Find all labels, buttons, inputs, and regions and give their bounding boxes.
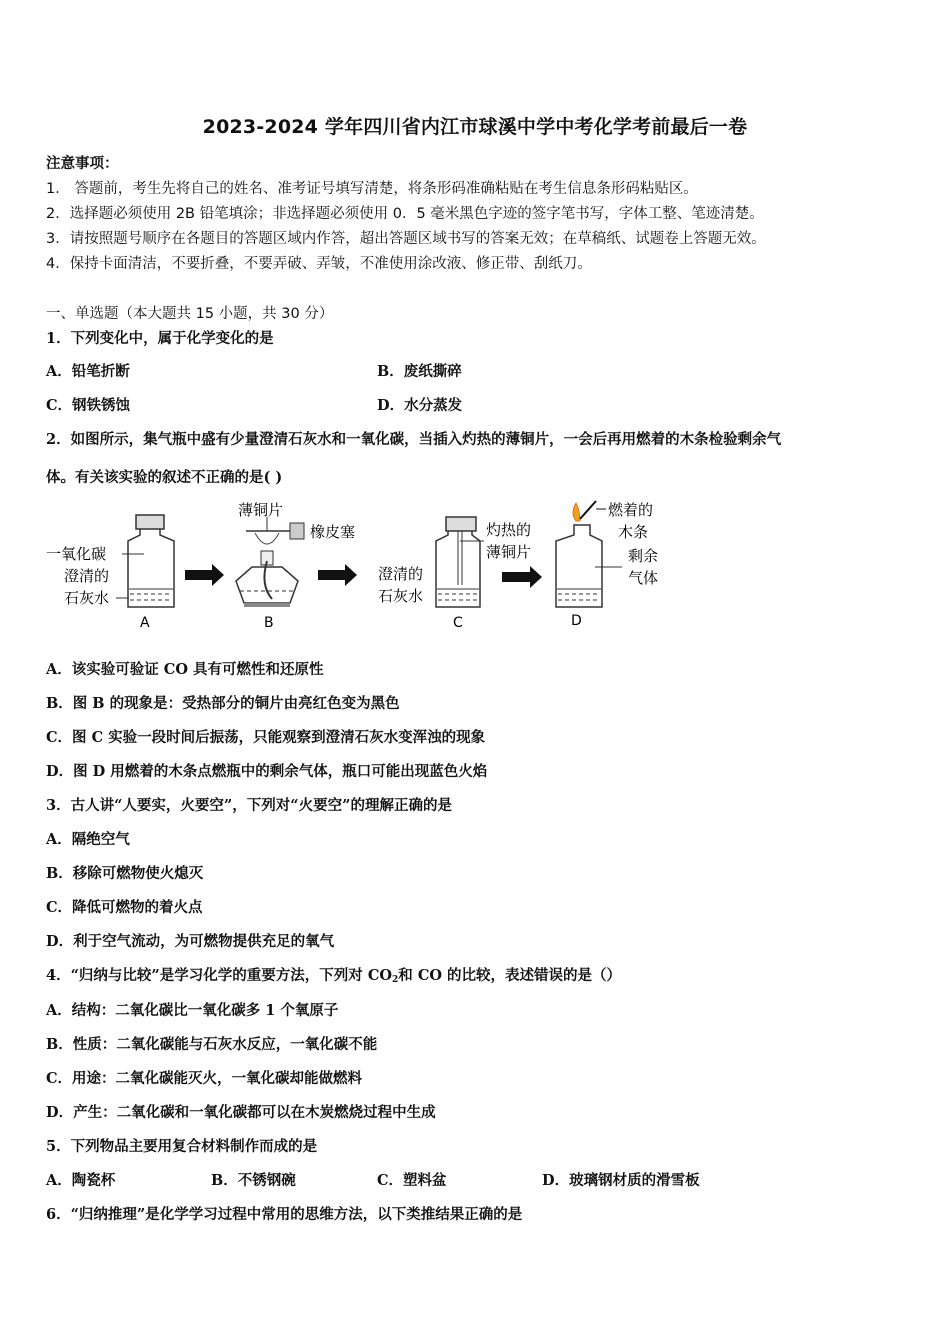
svg-text:薄铜片: 薄铜片 bbox=[238, 501, 284, 519]
option-b: B．图 B 的现象是：受热部分的铜片由亮红色变为黑色 bbox=[46, 695, 400, 712]
notice-item: 3．请按照题号顺序在各题目的答题区域内作答，超出答题区域书写的答案无效；在草稿纸、试题卷上答题无效。 bbox=[46, 231, 766, 247]
option-a: A．陶瓷杯 bbox=[46, 1172, 116, 1189]
notice-item: 4．保持卡面清洁，不要折叠，不要弄破、弄皱，不准使用涂改液、修正带、刮纸刀。 bbox=[46, 256, 592, 272]
bottle-c-icon bbox=[436, 517, 484, 607]
flame-icon bbox=[573, 501, 606, 521]
svg-text:薄铜片: 薄铜片 bbox=[486, 543, 532, 561]
svg-text:澄清的: 澄清的 bbox=[64, 567, 110, 585]
notice-item: 1． 答题前，考生先将自己的姓名、准考证号填写清楚，将条形码准确粘贴在考生信息条形码粘贴区。 bbox=[46, 181, 698, 197]
option-d: D．水分蒸发 bbox=[377, 397, 463, 414]
option-b: B．不锈钢碗 bbox=[211, 1172, 296, 1189]
option-c: C．钢铁锈蚀 bbox=[46, 397, 131, 414]
experiment-figure bbox=[40, 495, 680, 635]
option-d: D．玻璃钢材质的滑雪板 bbox=[542, 1172, 700, 1189]
question-stem-line-2: 体。有关该实验的叙述不正确的是( ) bbox=[46, 469, 283, 486]
svg-text:石灰水: 石灰水 bbox=[378, 587, 424, 605]
svg-text:B: B bbox=[264, 615, 274, 631]
question-stem: 3．古人讲“人要实，火要空”，下列对“火要空”的理解正确的是 bbox=[46, 797, 452, 814]
option-a: A．结构：二氧化碳比一氧化碳多 1 个氧原子 bbox=[46, 1002, 339, 1019]
question-stem-line-1: 2．如图所示，集气瓶中盛有少量澄清石灰水和一氧化碳，当插入灼热的薄铜片，一会后再用燃着的木条检验剩余气 bbox=[46, 431, 782, 448]
svg-text:C: C bbox=[453, 615, 463, 631]
option-c: C．降低可燃物的着火点 bbox=[46, 899, 203, 916]
option-b: B．废纸撕碎 bbox=[377, 363, 462, 380]
option-a: A．铅笔折断 bbox=[46, 363, 130, 380]
question-stem: 6．“归纳推理”是化学学习过程中常用的思维方法，以下类推结果正确的是 bbox=[46, 1206, 523, 1223]
option-c: C．图 C 实验一段时间后振荡，只能观察到澄清石灰水变浑浊的现象 bbox=[46, 729, 486, 746]
svg-text:气体: 气体 bbox=[628, 569, 659, 587]
option-b: B．移除可燃物使火熄灭 bbox=[46, 865, 204, 882]
option-b: B．性质：二氧化碳能与石灰水反应，一氧化碳不能 bbox=[46, 1036, 378, 1053]
option-d: D．产生：二氧化碳和一氧化碳都可以在木炭燃烧过程中生成 bbox=[46, 1104, 436, 1121]
svg-text:石灰水: 石灰水 bbox=[64, 589, 110, 607]
svg-text:橡皮塞: 橡皮塞 bbox=[310, 523, 356, 541]
question-stem: 5．下列物品主要用复合材料制作而成的是 bbox=[46, 1138, 318, 1155]
svg-text:灼热的: 灼热的 bbox=[486, 521, 532, 539]
question-stem: 4．“归纳与比较”是学习化学的重要方法，下列对 $CO_2$和 CO 的比较，表述错误的是（） bbox=[46, 967, 622, 985]
option-d: D．利于空气流动，为可燃物提供充足的氧气 bbox=[46, 933, 335, 950]
arrow-icon bbox=[318, 564, 357, 586]
label-co: 一氧化碳 bbox=[46, 545, 107, 563]
notice-item: 2．选择题必须使用 2B 铅笔填涂；非选择题必须使用 0．5 毫米黑色字迹的签字笔书写，字体工整、笔迹清楚。 bbox=[46, 206, 764, 222]
svg-text:澄清的: 澄清的 bbox=[378, 565, 424, 583]
exam-title: 2023-2024 学年四川省内江市球溪中学中考化学考前最后一卷 bbox=[202, 116, 748, 138]
bottle-a-icon bbox=[116, 515, 174, 607]
option-a: A．该实验可验证 CO 具有可燃性和还原性 bbox=[46, 661, 324, 678]
arrow-icon bbox=[185, 564, 224, 586]
option-c: C．用途：二氧化碳能灭火，一氧化碳却能做燃料 bbox=[46, 1070, 363, 1087]
svg-text:剩余: 剩余 bbox=[628, 547, 659, 565]
alcohol-lamp-icon bbox=[236, 517, 304, 607]
bottle-d-icon bbox=[556, 525, 622, 607]
arrow-icon bbox=[502, 566, 542, 588]
option-d: D．图 D 用燃着的木条点燃瓶中的剩余气体，瓶口可能出现蓝色火焰 bbox=[46, 763, 488, 780]
option-c: C．塑料盆 bbox=[377, 1172, 447, 1189]
svg-text:木条: 木条 bbox=[618, 523, 649, 541]
section-heading: 一、单选题（本大题共 15 小题，共 30 分） bbox=[46, 306, 334, 322]
svg-text:燃着的: 燃着的 bbox=[608, 501, 654, 519]
question-stem: 1．下列变化中，属于化学变化的是 bbox=[46, 330, 274, 347]
svg-text:A: A bbox=[140, 615, 150, 631]
svg-text:D: D bbox=[571, 613, 582, 629]
notice-heading: 注意事项： bbox=[46, 156, 119, 172]
option-a: A．隔绝空气 bbox=[46, 831, 130, 848]
